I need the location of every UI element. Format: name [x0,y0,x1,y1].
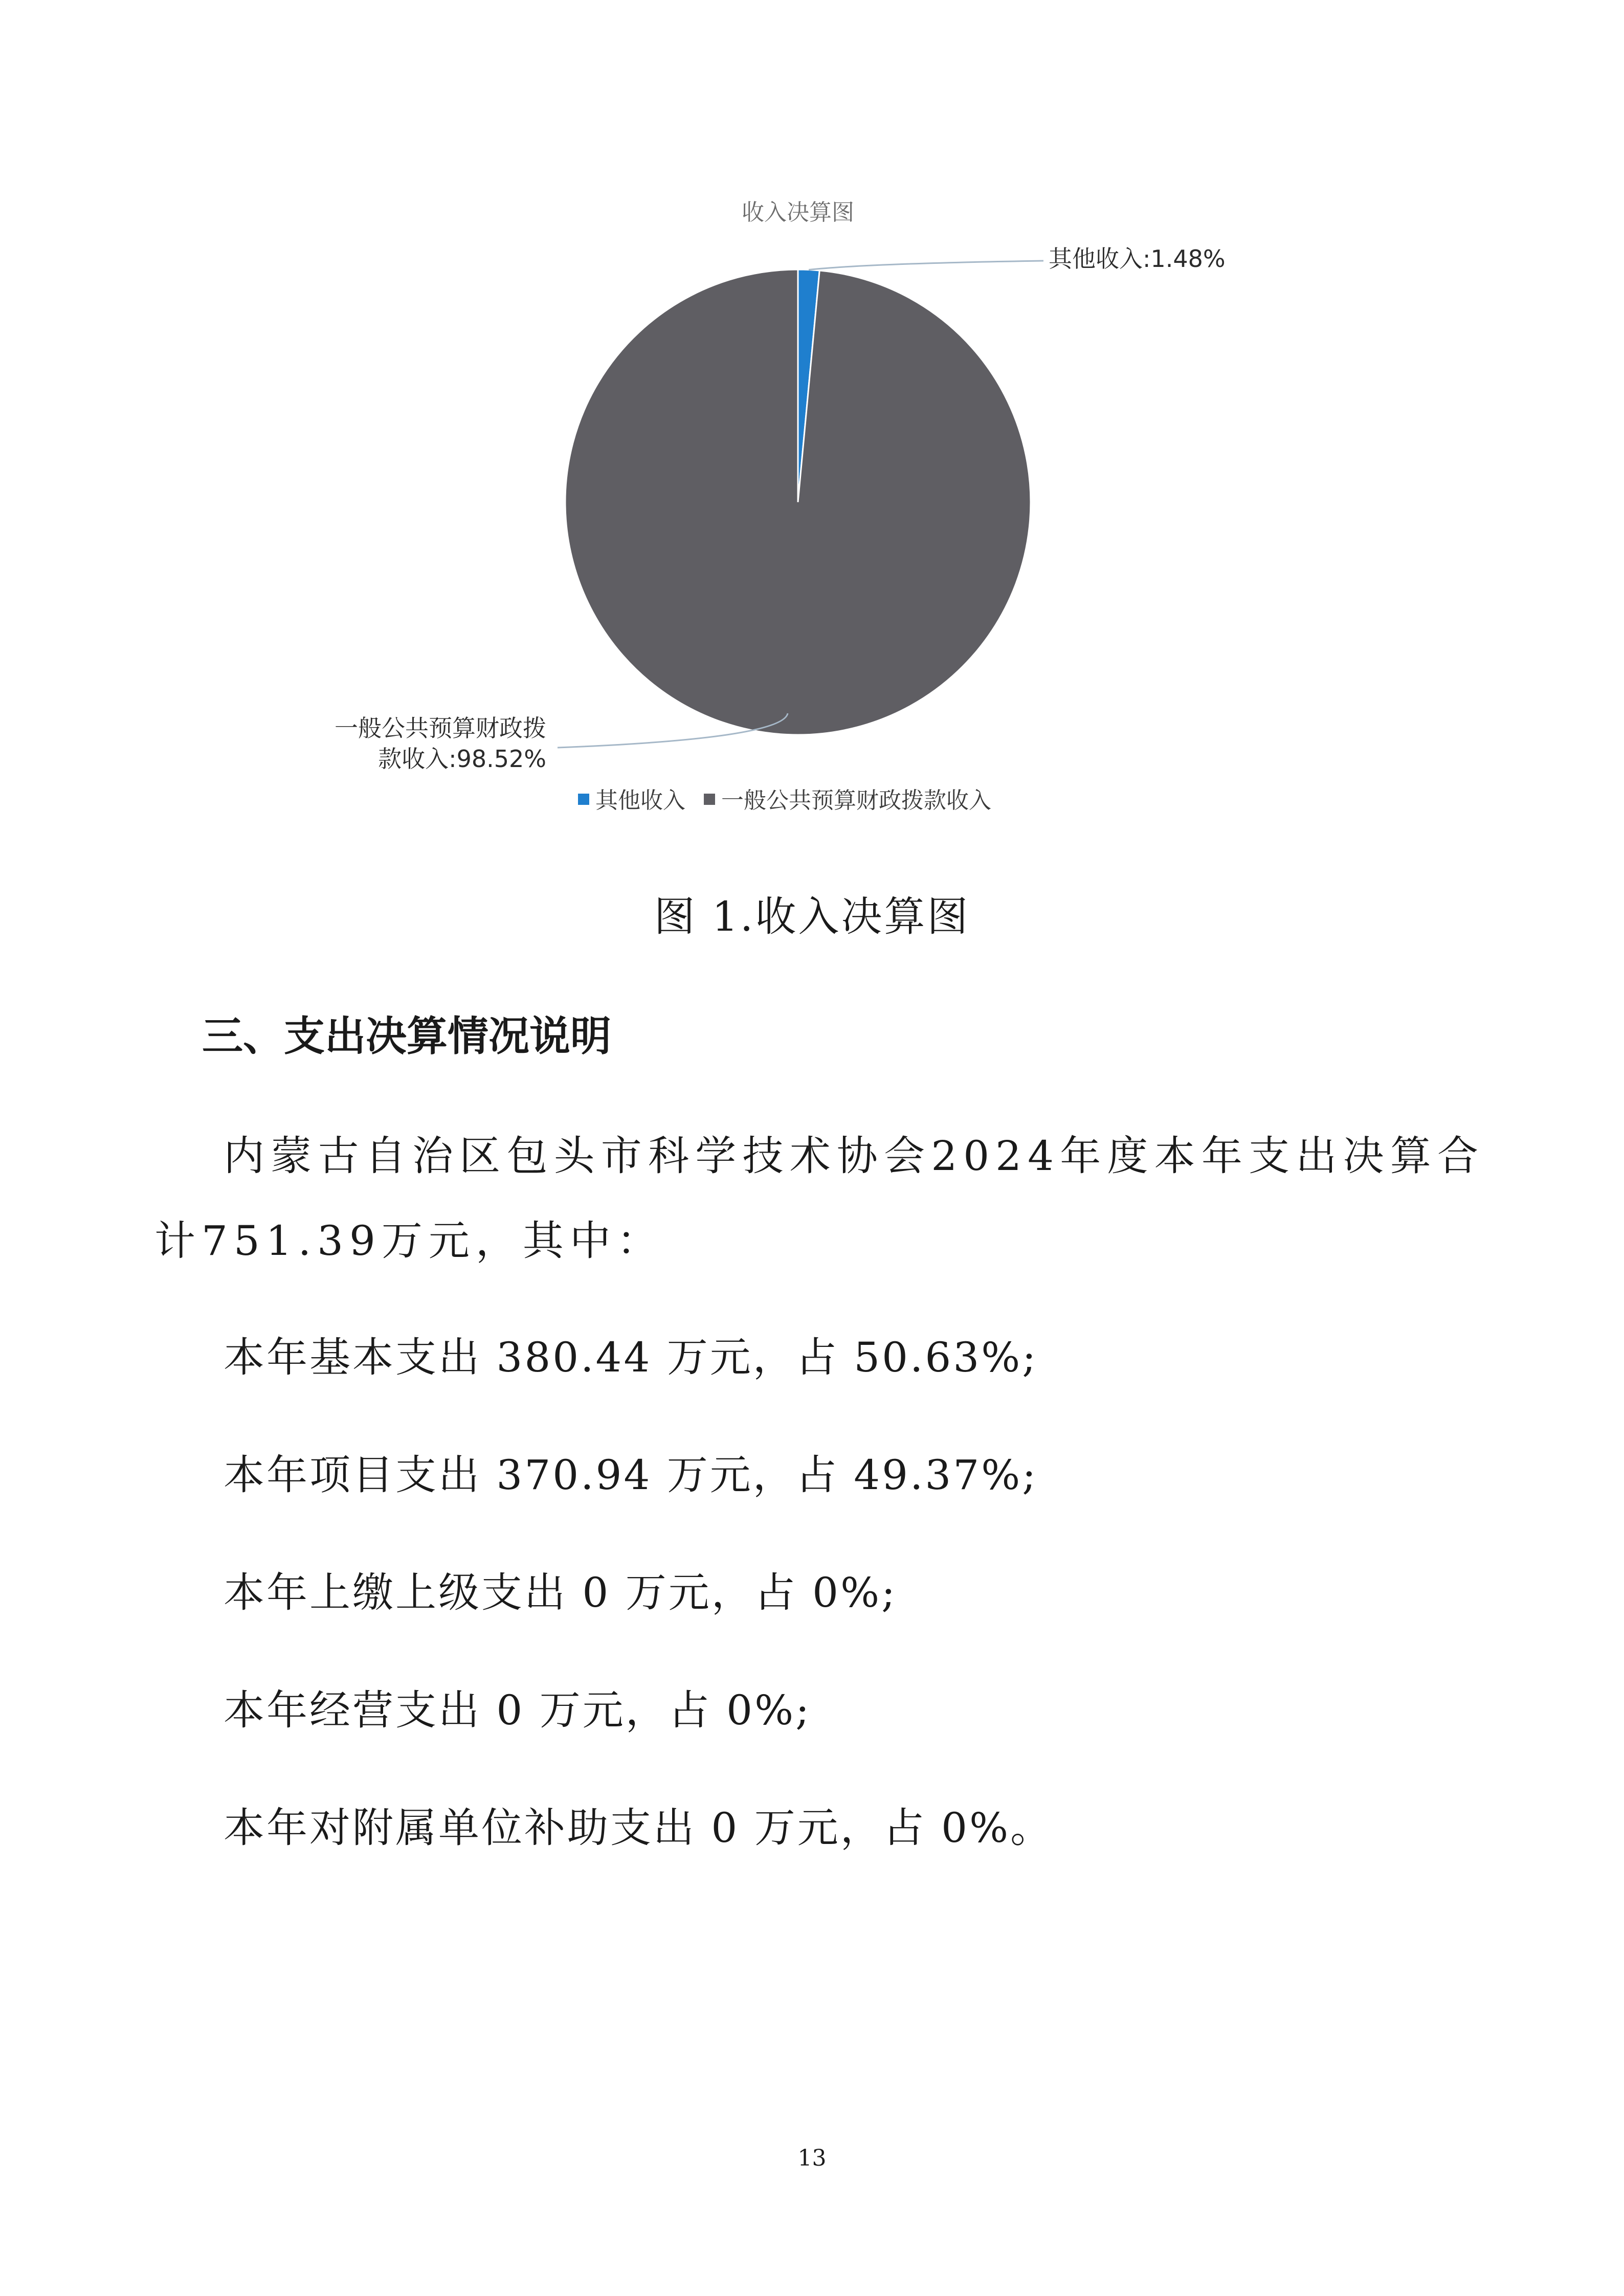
legend-swatch-0 [578,794,589,805]
leader-line-0 [809,261,1043,269]
item-remit-superior-expenditure: 本年上缴上级支出 0 万元，占 0%; [224,1569,898,1616]
section-heading: 三、支出决算情况说明 [202,1012,611,1060]
figure-caption: 图 1.收入决算图 [654,893,970,940]
slice-label-0: 其他收入:1.48% [1049,245,1226,273]
legend-label-1: 一般公共预算财政拨款收入 [721,787,991,814]
page-number: 13 [797,2145,827,2171]
income-pie-chart [0,0,1624,844]
item-operating-expenditure: 本年经营支出 0 万元，占 0%; [224,1686,812,1734]
item-project-expenditure: 本年项目支出 370.94 万元，占 49.37%; [224,1451,1038,1499]
slice-label-1-line-0: 一般公共预算财政拨 [335,714,546,742]
summary-paragraph: 内蒙古自治区包头市科学技术协会2024年度本年支出决算合计751.39万元，其中： [154,1132,1484,1265]
item-subsidiary-subsidy-expenditure: 本年对附属单位补助支出 0 万元，占 0%。 [224,1804,1054,1852]
slice-label-1-line-1: 款收入:98.52% [378,745,546,773]
pie-slice-1 [565,269,1031,735]
legend-swatch-1 [704,794,715,805]
item-basic-expenditure: 本年基本支出 380.44 万元，占 50.63%; [224,1334,1038,1381]
legend-label-0: 其他收入 [595,787,685,814]
chart-title: 收入决算图 [742,199,854,226]
